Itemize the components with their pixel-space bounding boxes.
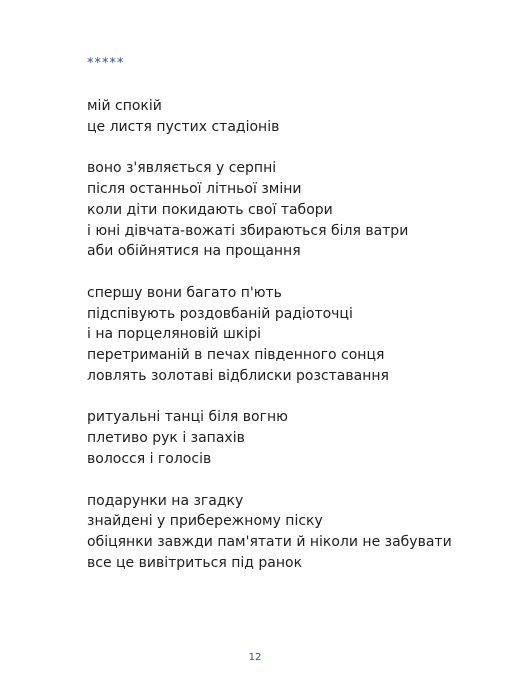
stanza — [87, 96, 487, 137]
poem-line: ритуальні танці біля вогню — [87, 409, 288, 426]
poem-line: аби обійнятися на прощання — [87, 243, 301, 260]
poem-line: все це вивітриться під ранок — [87, 554, 303, 571]
poem-line: волосся і голосів — [87, 450, 212, 467]
stanza — [87, 283, 487, 387]
poem-line: після останньої літньої зміни — [87, 181, 302, 198]
poem-line: підспівують роздовбаній радіоточці — [87, 305, 353, 322]
section-ornament: ***** — [87, 56, 125, 71]
poem-line: воно з'являється у серпні — [87, 160, 277, 177]
poem — [87, 96, 487, 594]
poem-line: плетиво рук і запахів — [87, 430, 245, 447]
poem-line: і на порцеляновій шкірі — [87, 326, 261, 343]
poem-line: обіцянки завжди пам'ятати й ніколи не забувати — [87, 533, 452, 550]
stanza — [87, 491, 487, 574]
poem-line: коли діти покидають свої табори — [87, 201, 333, 218]
page-number: 12 — [248, 652, 262, 663]
poem-line: подарунки на згадку — [87, 492, 244, 509]
poem-line: і юні дівчата-вожаті збираються біля ватри — [87, 222, 409, 239]
poem-line: мій спокій — [87, 98, 162, 114]
poem-line: це листя пустих стадіонів — [87, 118, 280, 135]
poem-line: знайдені у прибережному піску — [87, 513, 323, 530]
stanza — [87, 158, 487, 262]
poem-line: ловлять золотаві відблиски розставання — [87, 367, 389, 384]
poem-line: перетриманій в печах південного сонця — [87, 347, 385, 364]
poem-line: спершу вони багато п'ють — [87, 284, 282, 301]
stanza — [87, 407, 487, 469]
